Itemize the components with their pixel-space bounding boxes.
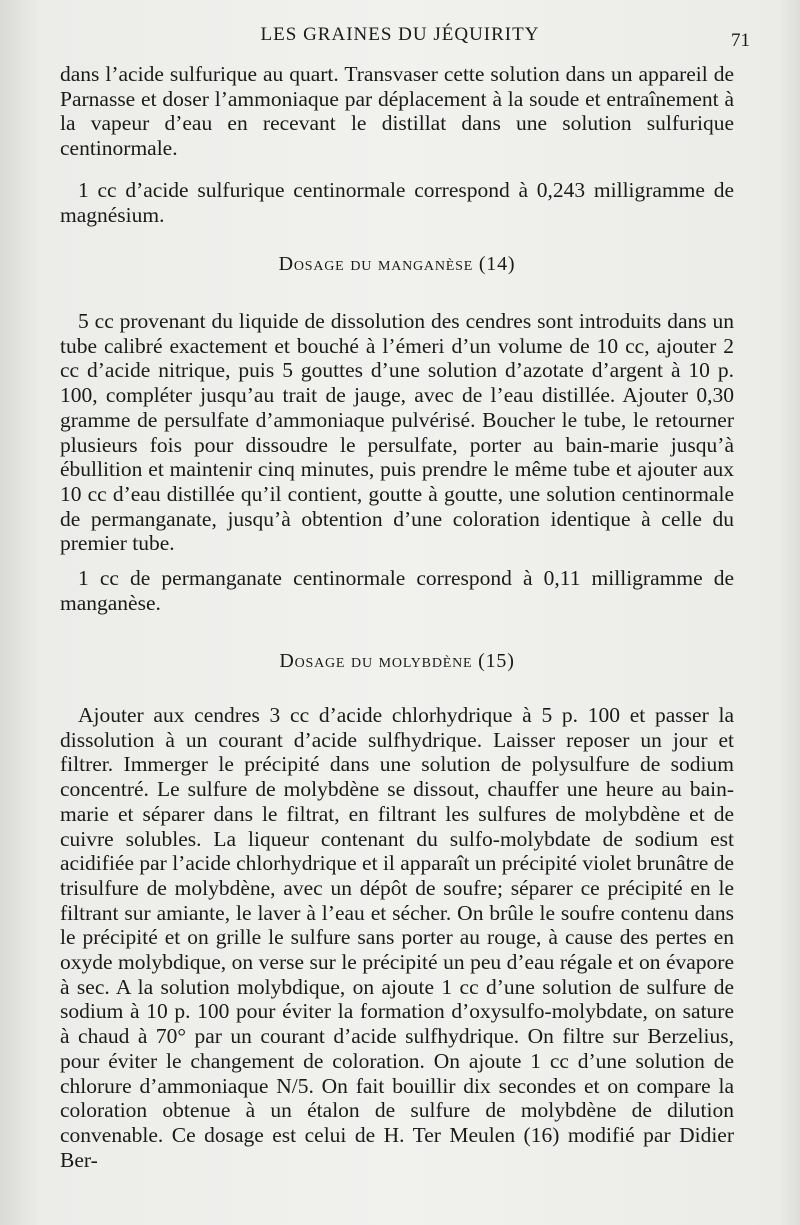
paragraph-text: 5 cc provenant du liquide de dissolution des cendres sont introduits dans un tube calibré exactement et bouché à l’émeri d’un volume de 10 cc, ajouter 2 cc d’acide nitrique, puis 5 gouttes d’une solution d’azotate d’argent à 10 p. 100, compléter jusqu’au trait de jauge, avec de l’eau distillée. Ajouter 0,30 gramme de persulfate d’ammoniaque pulvérisé. Boucher le tube, le retourner plusieurs fois pour dissoudre le persulfate, porter au bain-marie jusqu’à ébullition et maintenir cinq minutes, puis prendre le même tube et ajouter aux 10 cc d’eau distillée qu’il contient, goutte à goutte, une solution centinormale de permanganate, jusqu’à obtention d’une coloration identique à celle du premier tube. [60, 309, 734, 556]
paragraph-text: 1 cc d’acide sulfurique centinormale correspond à 0,243 milligramme de magnésium. [60, 178, 734, 227]
paragraph-molybdenum-procedure [60, 703, 734, 1172]
section-heading-manganese: Dosage du manganèse (14) [278, 253, 516, 275]
paragraph-text: dans l’acide sulfurique au quart. Transvaser cette solution dans un appareil de Parnasse et doser l’ammoniaque par déplacement à la soude et entraînement à la vapeur d’eau en recevant le distillat dans une solution sulfurique centinormale. [60, 62, 734, 161]
paragraph-text: Ajouter aux cendres 3 cc d’acide chlorhydrique à 5 p. 100 et passer la dissolution à un courant d’acide sulfhydrique. Laisser reposer un jour et filtrer. Immerger le précipité dans une solution de polysulfure de sodium concentré. Le sulfure de molybdène se dissout, chauffer une heure au bain-marie et séparer dans le filtrat, en filtrant les sulfures de molybdène et de cuivre solubles. La liqueur contenant du sulfo-molybdate de sodium est acidifiée par l’acide chlorhydrique et il apparaît un précipité violet brunâtre de trisulfure de molybdène, avec un dépôt de soufre; séparer ce précipité en le filtrant sur amiante, le laver à l’eau et sécher. On brûle le soufre contenu dans le précipité et on grille le sulfure sans porter au rouge, à cause des pertes en oxyde molybdique, on verse sur le précipité un peu d’eau régale et on évapore à sec. A la solution molybdique, on ajoute 1 cc d’une solution de sulfure de sodium à 10 p. 100 pour éviter la formation d’oxysulfo-molybdate, on sature à chaud à 70° par un courant d’acide sulfhydrique. On filtre sur Berzelius, pour éviter le changement de coloration. On ajoute 1 cc d’une solution de chlorure d’ammoniaque N/5. On fait bouillir dix secondes et on compare la coloration obtenue à un étalon de sulfure de molybdène de dilution convenable. Ce dosage est celui de H. Ter Meulen (16) modifié par Didier Ber- [60, 703, 734, 1172]
running-title: LES GRAINES DU JÉQUIRITY [260, 24, 540, 45]
paragraph-manganese-equivalence [60, 566, 734, 615]
paragraph-ammonia [60, 62, 734, 161]
page-number: 71 [731, 30, 750, 51]
section-heading-molybdenum: Dosage du molybdène (15) [279, 650, 515, 672]
paragraph-magnesium-equivalence [60, 178, 734, 227]
running-head [60, 24, 750, 54]
paragraph-text: 1 cc de permanganate centinormale correspond à 0,11 milligramme de manganèse. [60, 566, 734, 615]
paragraph-manganese-procedure [60, 309, 734, 556]
